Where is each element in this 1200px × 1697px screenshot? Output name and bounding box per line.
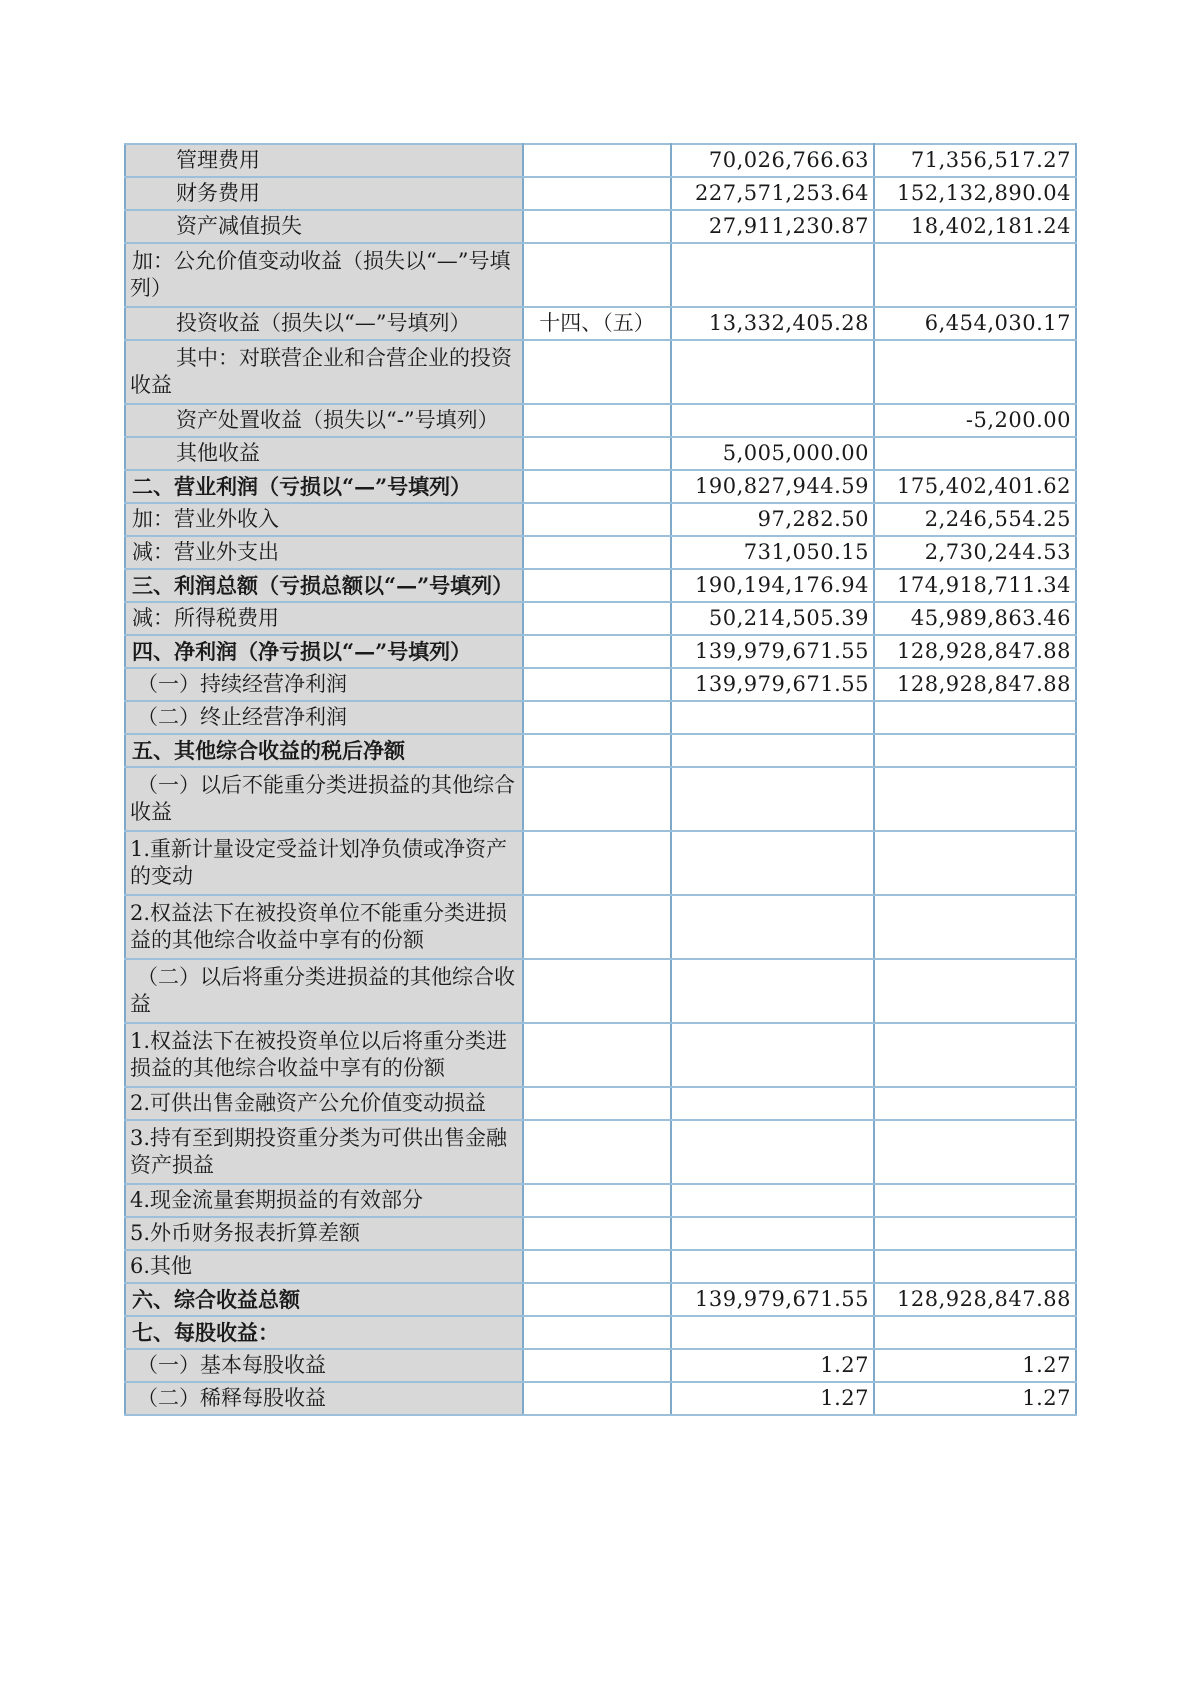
- row-current-amount-cell: 190,827,944.59: [671, 470, 874, 503]
- row-note-cell: [523, 404, 671, 437]
- row-current-amount-cell: 139,979,671.55: [671, 1283, 874, 1316]
- row-note-cell: [523, 177, 671, 210]
- row-prior-amount-cell: [874, 1120, 1076, 1184]
- row-current-amount-cell: 139,979,671.55: [671, 668, 874, 701]
- row-note-cell: [523, 340, 671, 404]
- row-current-amount-cell: 97,282.50: [671, 503, 874, 536]
- row-note-cell: [523, 895, 671, 959]
- row-note-cell: [523, 503, 671, 536]
- row-current-amount-cell: 1.27: [671, 1349, 874, 1382]
- row-label-cell: （一）以后不能重分类进损益的其他综合收益: [125, 767, 523, 831]
- row-prior-amount-cell: [874, 895, 1076, 959]
- row-label-cell: （二）以后将重分类进损益的其他综合收益: [125, 959, 523, 1023]
- table-row: [125, 470, 1076, 503]
- row-note-cell: [523, 668, 671, 701]
- row-prior-amount-cell: 175,402,401.62: [874, 470, 1076, 503]
- row-label-cell: 1.权益法下在被投资单位以后将重分类进损益的其他综合收益中享有的份额: [125, 1023, 523, 1087]
- row-label-cell: （一）持续经营净利润: [125, 668, 523, 701]
- row-note-cell: [523, 1217, 671, 1250]
- table-row: [125, 404, 1076, 437]
- table-row: [125, 437, 1076, 470]
- row-label-cell: 其中：对联营企业和合营企业的投资收益: [125, 340, 523, 404]
- row-label-cell: 投资收益（损失以“—”号填列）: [125, 307, 523, 340]
- row-label-cell: 3.持有至到期投资重分类为可供出售金融资产损益: [125, 1120, 523, 1184]
- row-label-cell: 六、综合收益总额: [125, 1283, 523, 1316]
- table-row: [125, 1250, 1076, 1283]
- row-prior-amount-cell: [874, 701, 1076, 734]
- row-current-amount-cell: 1.27: [671, 1382, 874, 1415]
- row-note-cell: 十四、（五）: [523, 307, 671, 340]
- table-row: [125, 210, 1076, 243]
- table-row: [125, 1023, 1076, 1087]
- row-note-cell: [523, 1120, 671, 1184]
- row-prior-amount-cell: 174,918,711.34: [874, 569, 1076, 602]
- row-prior-amount-cell: [874, 1316, 1076, 1349]
- row-label-cell: 四、净利润（净亏损以“—”号填列）: [125, 635, 523, 668]
- row-current-amount-cell: [671, 959, 874, 1023]
- row-prior-amount-cell: 128,928,847.88: [874, 1283, 1076, 1316]
- row-prior-amount-cell: 71,356,517.27: [874, 144, 1076, 177]
- row-note-cell: [523, 1087, 671, 1120]
- row-current-amount-cell: [671, 734, 874, 767]
- row-prior-amount-cell: [874, 340, 1076, 404]
- row-note-cell: [523, 734, 671, 767]
- row-label-cell: 2.权益法下在被投资单位不能重分类进损益的其他综合收益中享有的份额: [125, 895, 523, 959]
- row-current-amount-cell: 190,194,176.94: [671, 569, 874, 602]
- row-note-cell: [523, 536, 671, 569]
- table-row: [125, 635, 1076, 668]
- table-row: [125, 569, 1076, 602]
- row-prior-amount-cell: [874, 1023, 1076, 1087]
- row-note-cell: [523, 959, 671, 1023]
- row-prior-amount-cell: 128,928,847.88: [874, 635, 1076, 668]
- table-row: [125, 503, 1076, 536]
- row-current-amount-cell: 731,050.15: [671, 536, 874, 569]
- row-note-cell: [523, 602, 671, 635]
- table-row: [125, 1349, 1076, 1382]
- row-current-amount-cell: 50,214,505.39: [671, 602, 874, 635]
- income-statement-table-body: [125, 144, 1076, 1415]
- table-row: [125, 959, 1076, 1023]
- row-prior-amount-cell: [874, 243, 1076, 307]
- row-label-cell: 资产减值损失: [125, 210, 523, 243]
- row-current-amount-cell: [671, 1023, 874, 1087]
- row-note-cell: [523, 1250, 671, 1283]
- row-prior-amount-cell: 2,246,554.25: [874, 503, 1076, 536]
- row-label-cell: 七、每股收益：: [125, 1316, 523, 1349]
- row-note-cell: [523, 635, 671, 668]
- row-label-cell: （二）稀释每股收益: [125, 1382, 523, 1415]
- table-row: [125, 1184, 1076, 1217]
- row-note-cell: [523, 1316, 671, 1349]
- row-prior-amount-cell: 45,989,863.46: [874, 602, 1076, 635]
- row-prior-amount-cell: [874, 767, 1076, 831]
- row-label-cell: 二、营业利润（亏损以“—”号填列）: [125, 470, 523, 503]
- table-row: [125, 177, 1076, 210]
- row-label-cell: 管理费用: [125, 144, 523, 177]
- table-row: [125, 307, 1076, 340]
- row-current-amount-cell: 139,979,671.55: [671, 635, 874, 668]
- row-prior-amount-cell: [874, 1184, 1076, 1217]
- row-current-amount-cell: [671, 831, 874, 895]
- table-row: [125, 144, 1076, 177]
- row-label-cell: 加：营业外收入: [125, 503, 523, 536]
- row-note-cell: [523, 1349, 671, 1382]
- row-note-cell: [523, 569, 671, 602]
- row-current-amount-cell: [671, 701, 874, 734]
- row-note-cell: [523, 470, 671, 503]
- row-prior-amount-cell: [874, 734, 1076, 767]
- table-row: [125, 895, 1076, 959]
- income-statement-table: [124, 143, 1077, 1416]
- row-prior-amount-cell: 2,730,244.53: [874, 536, 1076, 569]
- row-label-cell: 其他收益: [125, 437, 523, 470]
- table-row: [125, 668, 1076, 701]
- table-row: [125, 536, 1076, 569]
- table-row: [125, 734, 1076, 767]
- row-current-amount-cell: [671, 404, 874, 437]
- table-row: [125, 1283, 1076, 1316]
- row-label-cell: （二）终止经营净利润: [125, 701, 523, 734]
- table-row: [125, 701, 1076, 734]
- row-note-cell: [523, 144, 671, 177]
- row-note-cell: [523, 831, 671, 895]
- table-row: [125, 1120, 1076, 1184]
- row-note-cell: [523, 701, 671, 734]
- table-row: [125, 767, 1076, 831]
- row-current-amount-cell: 227,571,253.64: [671, 177, 874, 210]
- row-prior-amount-cell: [874, 959, 1076, 1023]
- table-row: [125, 1217, 1076, 1250]
- row-note-cell: [523, 767, 671, 831]
- table-row: [125, 602, 1076, 635]
- row-current-amount-cell: [671, 1087, 874, 1120]
- row-current-amount-cell: 70,026,766.63: [671, 144, 874, 177]
- row-label-cell: 资产处置收益（损失以“-”号填列）: [125, 404, 523, 437]
- row-current-amount-cell: [671, 767, 874, 831]
- row-label-cell: 5.外币财务报表折算差额: [125, 1217, 523, 1250]
- row-note-cell: [523, 1382, 671, 1415]
- row-current-amount-cell: 13,332,405.28: [671, 307, 874, 340]
- row-note-cell: [523, 210, 671, 243]
- row-prior-amount-cell: [874, 831, 1076, 895]
- row-label-cell: 三、利润总额（亏损总额以“—”号填列）: [125, 569, 523, 602]
- row-current-amount-cell: [671, 1217, 874, 1250]
- row-note-cell: [523, 1184, 671, 1217]
- row-prior-amount-cell: [874, 1087, 1076, 1120]
- row-current-amount-cell: [671, 340, 874, 404]
- row-current-amount-cell: [671, 243, 874, 307]
- row-current-amount-cell: [671, 1316, 874, 1349]
- row-prior-amount-cell: 1.27: [874, 1382, 1076, 1415]
- row-note-cell: [523, 243, 671, 307]
- row-label-cell: 1.重新计量设定受益计划净负债或净资产的变动: [125, 831, 523, 895]
- row-prior-amount-cell: [874, 437, 1076, 470]
- table-row: [125, 340, 1076, 404]
- row-prior-amount-cell: [874, 1250, 1076, 1283]
- row-prior-amount-cell: 152,132,890.04: [874, 177, 1076, 210]
- row-note-cell: [523, 1283, 671, 1316]
- row-label-cell: 财务费用: [125, 177, 523, 210]
- row-note-cell: [523, 1023, 671, 1087]
- row-prior-amount-cell: -5,200.00: [874, 404, 1076, 437]
- row-prior-amount-cell: [874, 1217, 1076, 1250]
- row-prior-amount-cell: 128,928,847.88: [874, 668, 1076, 701]
- row-current-amount-cell: 5,005,000.00: [671, 437, 874, 470]
- table-row: [125, 1316, 1076, 1349]
- row-label-cell: 加：公允价值变动收益（损失以“—”号填列）: [125, 243, 523, 307]
- row-note-cell: [523, 437, 671, 470]
- table-row: [125, 1087, 1076, 1120]
- row-label-cell: 4.现金流量套期损益的有效部分: [125, 1184, 523, 1217]
- row-label-cell: 五、其他综合收益的税后净额: [125, 734, 523, 767]
- row-current-amount-cell: [671, 1184, 874, 1217]
- table-row: [125, 1382, 1076, 1415]
- row-label-cell: 减：营业外支出: [125, 536, 523, 569]
- row-label-cell: 2.可供出售金融资产公允价值变动损益: [125, 1087, 523, 1120]
- row-current-amount-cell: [671, 1250, 874, 1283]
- row-prior-amount-cell: 6,454,030.17: [874, 307, 1076, 340]
- row-label-cell: 6.其他: [125, 1250, 523, 1283]
- table-row: [125, 243, 1076, 307]
- row-current-amount-cell: [671, 1120, 874, 1184]
- row-current-amount-cell: [671, 895, 874, 959]
- row-current-amount-cell: 27,911,230.87: [671, 210, 874, 243]
- row-prior-amount-cell: 1.27: [874, 1349, 1076, 1382]
- row-label-cell: （一）基本每股收益: [125, 1349, 523, 1382]
- row-prior-amount-cell: 18,402,181.24: [874, 210, 1076, 243]
- row-label-cell: 减：所得税费用: [125, 602, 523, 635]
- table-row: [125, 831, 1076, 895]
